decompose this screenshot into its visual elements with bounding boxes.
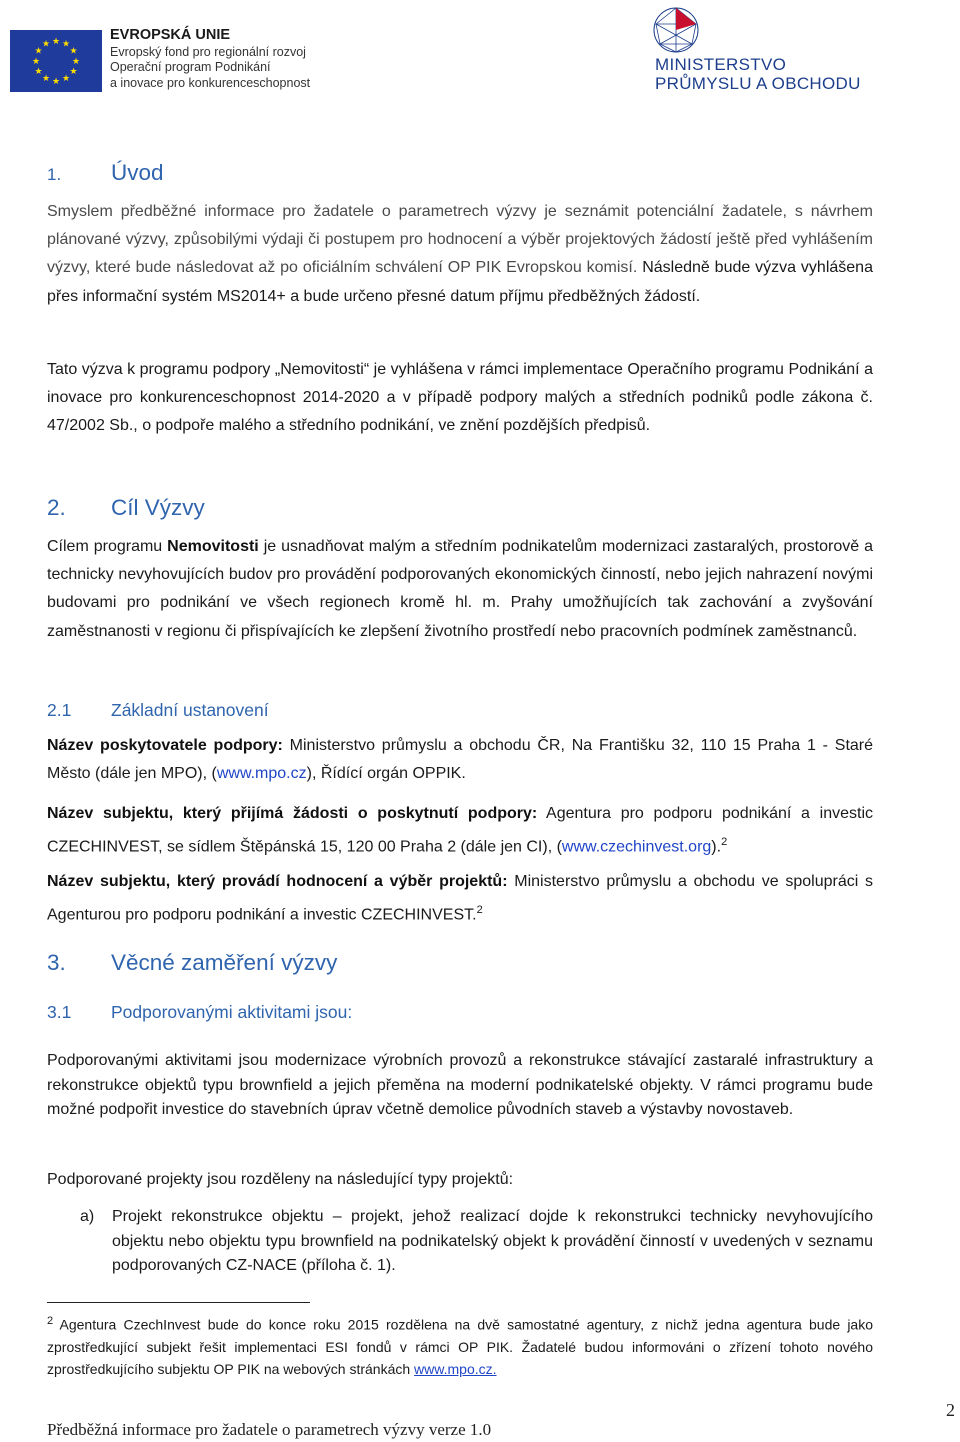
svg-text:★: ★ xyxy=(31,57,41,67)
provider-text-b: ), Řídící orgán OPPIK. xyxy=(306,765,466,783)
provider-paragraph xyxy=(47,732,873,788)
svg-text:★: ★ xyxy=(51,77,61,87)
eu-program: Operační program Podnikání xyxy=(110,60,271,74)
footnote-divider xyxy=(47,1302,310,1303)
svg-text:★: ★ xyxy=(69,46,78,57)
goal-text-b: je usnadňovat malým a středním podnikatelům modernizaci zastaralých, prostorově a technicky nevyhovujících budov pro provádění podporovaných ekonomických činností, nebo jejich nahrazení novými budovami pro podnikání ve všech regionech kromě hl. m. Prahy umožňujících tak zachování a zvyšování zaměstnanosti v regionu či přispívajících ke zlepšení životního prostředí nebo pracovních podmínek zaměstnanců. xyxy=(47,538,873,640)
provider-text-a: Ministerstvo průmyslu a obchodu ČR, Na Františku 32, 110 15 Praha 1 - Staré Město (dále jen MPO), ( xyxy=(47,737,874,783)
list-item-text: Projekt rekonstrukce objektu – projekt, jehož realizací dojde k rekonstrukci technicky nevyhovujícího objektu nebo objektu typu brownfield na podnikatelský objekt k provádění činností v uvedených v seznamu podporovaných CZ-NACE (příloha č. 1). xyxy=(112,1208,873,1274)
eu-program-2: a inovace pro konkurenceschopnost xyxy=(110,75,311,90)
eu-stars-icon xyxy=(10,30,102,92)
heading-title: Podporovanými aktivitami jsou: xyxy=(111,1002,353,1022)
footnote xyxy=(47,1310,873,1380)
receiver-text-a: Agentura pro podporu podnikání a investic CZECHINVEST, se sídlem Štěpánská 15, 120 00 Praha 2 (dále jen CI), ( xyxy=(47,805,873,856)
eu-program-text xyxy=(110,28,350,91)
heading-vecne-zamereni xyxy=(47,950,337,976)
paragraph-goal xyxy=(47,533,873,646)
mpo-link[interactable]: www.mpo.cz xyxy=(216,765,307,783)
footnote-mpo-link[interactable]: www.mpo.cz. xyxy=(414,1360,497,1377)
svg-text:★: ★ xyxy=(61,74,71,84)
receiver-text-b: ). xyxy=(711,838,722,856)
mpo-line-2: PRŮMYSLU A OBCHODU xyxy=(655,74,861,93)
heading-title: Věcné zaměření výzvy xyxy=(111,950,338,975)
intro-text-b: Následně bude výzva vyhlášena přes informační systém MS2014+ a bude určeno přesné datum příjmu předběžných žádostí. xyxy=(47,259,873,305)
footnote-ref[interactable]: 2 xyxy=(476,904,483,917)
paragraph-call xyxy=(47,356,873,441)
heading-cil-vyzvy xyxy=(47,495,205,521)
goal-program-name: Nemovitosti xyxy=(167,538,259,555)
project-types-intro xyxy=(47,1168,873,1193)
heading-title: Úvod xyxy=(111,160,164,185)
svg-text:★: ★ xyxy=(41,39,51,50)
mpo-line-1: MINISTERSTVO xyxy=(655,55,787,74)
svg-text:★: ★ xyxy=(69,67,78,77)
svg-text:★: ★ xyxy=(61,39,71,50)
heading-number: 3. xyxy=(47,950,66,975)
call-text-b: , o podpoře malého a středního podnikání, ve znění pozdějších předpisů. xyxy=(133,417,651,435)
provider-label: Název poskytovatele podpory: xyxy=(47,737,283,754)
heading-number: 2.1 xyxy=(47,700,72,720)
heading-number: 3.1 xyxy=(47,1002,72,1022)
heading-number: 2. xyxy=(47,495,66,520)
svg-text:★: ★ xyxy=(51,37,61,47)
mpo-logo-text xyxy=(655,55,861,93)
project-types-text: Podporované projekty jsou rozděleny na následující typy projektů: xyxy=(47,1171,514,1188)
svg-text:★: ★ xyxy=(34,67,43,77)
heading-title: Cíl Výzvy xyxy=(111,495,205,520)
svg-text:★: ★ xyxy=(34,46,43,57)
paragraph-intro xyxy=(47,198,873,311)
call-text-a: Tato výzva k programu podpory „Nemovitosti“ je vyhlášena v rámci implementace Operačního programu Podnikání a inovace pro konkurenceschopnost 2014-2020 a v případě podpory malých a středních podniků podle zákona č. 47/2002 Sb. xyxy=(47,361,873,435)
evaluator-label: Název subjektu, který provádí hodnocení a výběr projektů: xyxy=(47,873,508,890)
svg-text:★: ★ xyxy=(41,74,51,84)
page-number: 2 xyxy=(946,1400,955,1420)
list-item-label: a) xyxy=(80,1208,95,1225)
evaluator-text: Ministerstvo průmyslu a obchodu ve spolupráci s Agenturou pro podporu podnikání a investic CZECHINVEST. xyxy=(47,873,873,924)
goal-text-a: Cílem programu xyxy=(47,538,168,555)
footnote-number: 2 xyxy=(47,1315,54,1327)
page-footer: Předběžná informace pro žadatele o parametrech výzvy verze 1.0 xyxy=(47,1420,492,1439)
heading-title: Základní ustanovení xyxy=(111,700,269,720)
mpo-globe-icon xyxy=(652,6,700,54)
list-item xyxy=(47,1205,873,1279)
activities-paragraph xyxy=(47,1049,873,1123)
czechinvest-link[interactable]: www.czechinvest.org xyxy=(561,838,712,856)
footnote-ref[interactable]: 2 xyxy=(721,836,728,849)
eu-fund: Evropský fond pro regionální rozvoj xyxy=(110,44,306,59)
heading-zakladni-ustanoveni xyxy=(47,700,269,721)
svg-text:★: ★ xyxy=(71,57,81,67)
activities-text: Podporovanými aktivitami jsou modernizace výrobních provozů a rekonstrukce stávající zastaralé infrastruktury a rekonstrukce objektů typu brownfield a jejich přeměna na moderní podnikatelské objekty. V rámci programu bude možné podpořit investice do stavebních úprav včetně demolice původních staveb a výstavby novostaveb. xyxy=(47,1052,873,1118)
heading-podporovane-aktivity xyxy=(47,1002,352,1023)
heading-uvod xyxy=(47,160,164,186)
intro-text-a: Smyslem předběžné informace pro žadatele o parametrech výzvy je seznámit potenciální žadatele, s návrhem plánované výzvy, způsobilými výdaji či postupem pro hodnocení a výběr projektových žádostí ještě před vyhlášením výzvy, které bude následovat až po oficiálním schválení OP PIK Evropskou komisí. xyxy=(47,203,873,277)
evaluator-paragraph xyxy=(47,868,873,930)
receiver-label: Název subjektu, který přijímá žádosti o poskytnutí podpory: xyxy=(47,805,538,822)
eu-title: EVROPSKÁ UNIE xyxy=(110,27,231,43)
eu-flag-logo xyxy=(10,30,102,92)
receiver-paragraph xyxy=(47,800,873,862)
footnote-text: Agentura CzechInvest bude do konce roku 2015 rozdělena na dvě samostatné agentury, z nichž jedna agentura bude jako zprostředkující subjekt řešit implementaci ESI fondů v rámci OP PIK. Žadatelé budou informováni o zřízení tohoto nového zprostředkujícího subjektu OP PIK na webových stránkách xyxy=(47,1316,873,1377)
heading-number: 1. xyxy=(47,165,62,184)
